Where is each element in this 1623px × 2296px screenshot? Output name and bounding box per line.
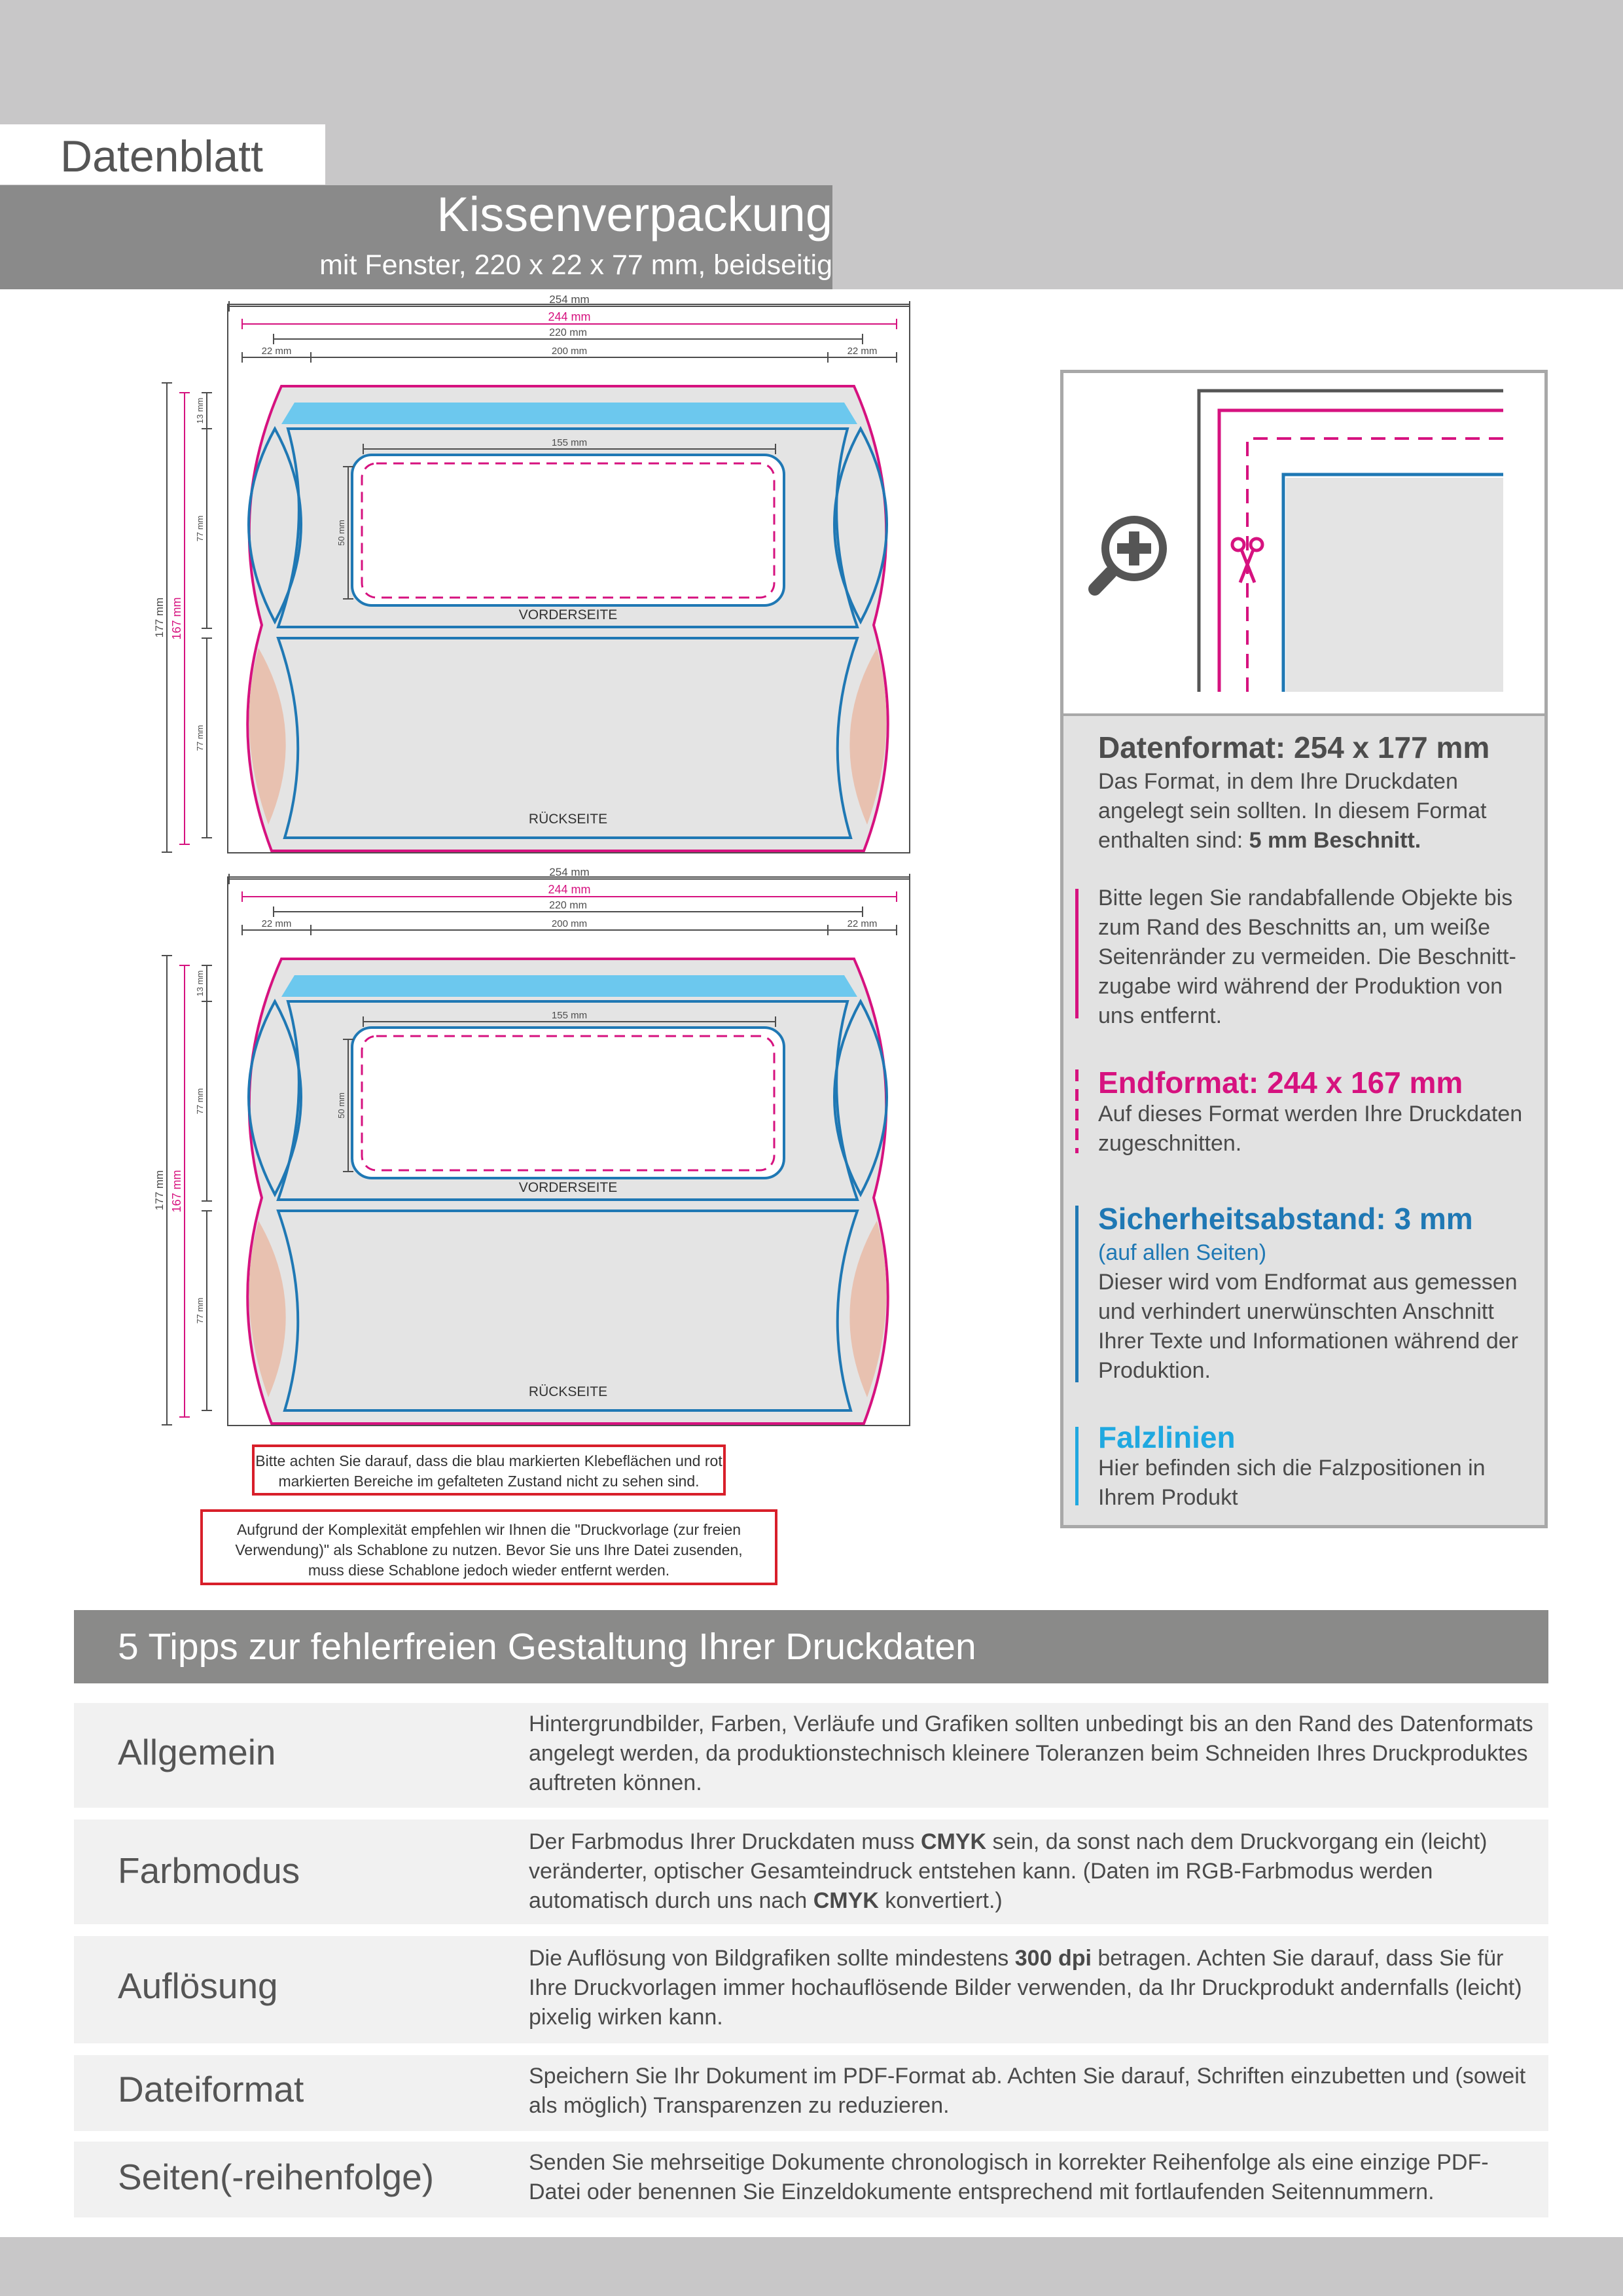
front-label: VORDERSEITE [518, 607, 618, 622]
window-cutout [352, 1028, 784, 1178]
safety-subtitle: (auf allen Seiten) [1098, 1240, 1267, 1265]
dim-side-left-label: 22 mm [261, 346, 292, 357]
window-cutout [352, 455, 784, 605]
dim-inner-width-label: 220 mm [549, 327, 587, 338]
safety-title: Sicherheitsabstand: 3 mm [1098, 1202, 1473, 1236]
dim-end-width-label: 244 mm [548, 883, 591, 896]
dim-side-right-label: 22 mm [847, 918, 878, 929]
tip-text: Der Farbmodus Ihrer Druckdaten muss CMYK sein, da sonst nach dem Druckvorgang ein (leicht) veränderter, optischer Gesamteindruck entstehen kann. (Daten im RGB-Farbmodus werden automatisch durch uns nach CMYK konvertiert.) [529, 1829, 1488, 1913]
fold-text: Hier befinden sich die Falzpositionen in Ihrem Produkt [1098, 1456, 1486, 1510]
endformat-indicator [1075, 1069, 1079, 1153]
endformat-title: Endformat: 244 x 167 mm [1098, 1066, 1463, 1100]
dim-flap-label: 13 mm [195, 397, 205, 424]
tip-text: Speichern Sie Ihr Dokument im PDF-Format ab. Achten Sie darauf, Schriften einzubetten und (soweit als möglich) Transparenzen zu reduzieren. [529, 2064, 1526, 2118]
dim-middle-label: 200 mm [551, 346, 588, 357]
bleed-text: Bitte legen Sie randabfallende Objekte bis zum Rand des Beschnitts an, um weiße Seitenränder zu vermeiden. Die Beschnitt-zugabe wird während der Produktion von uns entfernt. [1098, 886, 1516, 1028]
product-title: Kissenverpackung [437, 187, 832, 242]
tip-label: Auflösung [118, 1965, 278, 2006]
legend-zoom-illustration [1063, 373, 1544, 713]
dim-end-width-label: 244 mm [548, 310, 591, 323]
back-label: RÜCKSEITE [528, 812, 608, 827]
glue-strip [281, 975, 857, 997]
tips-title: 5 Tipps zur fehlerfreien Gestaltung Ihrer Druckdaten [118, 1626, 976, 1668]
dim-front-height-label: 77 mm [195, 1088, 205, 1115]
bleed-indicator [1075, 889, 1079, 1018]
dim-side-left-label: 22 mm [261, 918, 292, 929]
product-subtitle: mit Fenster, 220 x 22 x 77 mm, beidseitig [319, 249, 832, 281]
back-label: RÜCKSEITE [528, 1384, 608, 1399]
template-usage-note: Aufgrund der Komplexität empfehlen wir Ihnen die "Druckvorlage (zur freien Verwendung)" als Schablone zu nutzen. Bevor Sie uns Ihre Datei zusenden, muss diese Schablone jedoch wieder entfernt werden. [200, 1509, 777, 1585]
dim-window-height-label: 50 mm [336, 1092, 346, 1119]
tip-label: Farbmodus [118, 1850, 300, 1891]
tip-label: Dateiformat [118, 2069, 304, 2109]
dim-window-width-label: 155 mm [551, 437, 588, 448]
dim-total-height-label: 177 mm [153, 1170, 166, 1211]
endformat-text: Auf dieses Format werden Ihre Druckdaten zugeschnitten. [1098, 1102, 1523, 1156]
dim-end-height-label: 167 mm [170, 1170, 183, 1213]
die-cut-diagrams [0, 0, 969, 1492]
dim-end-height-label: 167 mm [170, 597, 183, 640]
front-label: VORDERSEITE [518, 1180, 618, 1195]
tip-text: Hintergrundbilder, Farben, Verläufe und Grafiken sollten unbedingt bis an den Rand des Datenformats angelegt werden, da produktionstechnisch kleinere Toleranzen beim Schneiden Ihres Druckproduktes auftreten können. [529, 1712, 1533, 1795]
dim-inner-width-label: 220 mm [549, 900, 587, 911]
dim-front-height-label: 77 mm [195, 515, 205, 542]
dim-total-width-label: 254 mm [549, 293, 590, 306]
safety-text: Dieser wird vom Endformat aus gemessen und verhindert unerwünschten Anschnitt Ihrer Texte und Informationen während der Produktion. [1098, 1270, 1518, 1383]
tip-label: Seiten(-reihenfolge) [118, 2157, 435, 2197]
datenformat-text: Das Format, in dem Ihre Druckdaten angelegt sein sollten. In diesem Format enthalten sind: 5 mm Beschnitt. [1098, 769, 1487, 853]
footer-band [0, 2237, 1623, 2296]
zoom-in-icon [1095, 516, 1167, 589]
dim-middle-label: 200 mm [551, 918, 588, 929]
datenformat-title: Datenformat: 254 x 177 mm [1098, 730, 1490, 764]
dim-flap-label: 13 mm [195, 970, 205, 997]
datasheet-tag-label: Datenblatt [60, 132, 263, 181]
tip-text: Die Auflösung von Bildgrafiken sollte mindestens 300 dpi betragen. Achten Sie darauf, dass Sie für Ihre Druckvorlagen immer hochauflösende Bilder verwenden, da Ihr Druckprodukt andernfalls (leicht) pixelig wirken kann. [529, 1946, 1522, 2030]
dim-total-width-label: 254 mm [549, 866, 590, 878]
tip-text: Senden Sie mehrseitige Dokumente chronologisch in korrekter Reihenfolge als eine einzige PDF-Datei oder benennen Sie Einzeldokumente entsprechend mit fortlaufenden Seitennummern. [529, 2150, 1489, 2204]
dim-window-width-label: 155 mm [551, 1010, 588, 1021]
fold-title: Falzlinien [1098, 1420, 1236, 1454]
dim-window-height-label: 50 mm [336, 520, 346, 546]
glue-warning-note: Bitte achten Sie darauf, dass die blau markierten Klebeflächen und rot markierten Bereiche im gefalteten Zustand nicht zu sehen sind. [252, 1444, 726, 1496]
dim-total-height-label: 177 mm [153, 597, 166, 638]
dim-back-height-label: 77 mm [195, 725, 205, 751]
tip-label: Allgemein [118, 1732, 276, 1772]
fold-indicator [1075, 1427, 1079, 1505]
safety-indicator [1075, 1206, 1079, 1382]
glue-strip [281, 403, 857, 424]
dim-side-right-label: 22 mm [847, 346, 878, 357]
dim-back-height-label: 77 mm [195, 1297, 205, 1324]
